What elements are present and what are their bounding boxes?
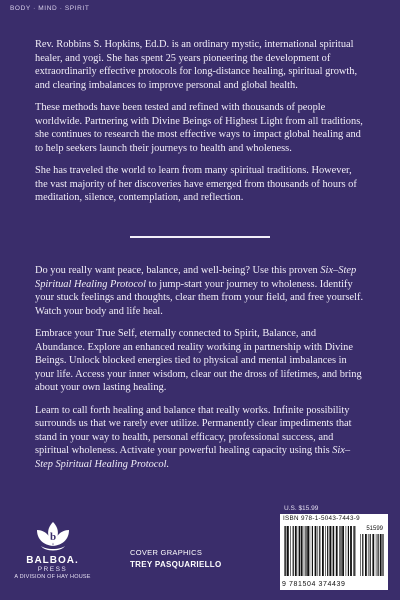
- description-paragraph: Embrace your True Self, eternally connected to Spirit, Balance, and Abundance. Explore an enhanced reality working in partnership with Divine Beings. Unlock blocked energies tied to physical and mental imbalances in your life. Access your inner wisdom, clear out the dross of lifetimes, and bring about your own lasting healing.: [35, 328, 362, 393]
- barcode-bars-icon: [284, 526, 356, 576]
- text-run: Do you really want peace, balance, and well-being? Use this proven: [35, 265, 321, 276]
- cover-credits: [130, 548, 221, 569]
- addon-code: 51599: [366, 526, 383, 532]
- publisher-name: BALBOA.: [26, 555, 79, 566]
- description-paragraph: [35, 264, 365, 318]
- description-paragraph: [35, 404, 365, 472]
- isbn-barcode: [280, 514, 388, 590]
- protocol-title: Six–Step Spiritual Healing Protocol: [35, 265, 357, 290]
- section-divider: [130, 236, 270, 238]
- price-label: U.S. $15.99: [284, 505, 319, 512]
- book-description: [35, 264, 365, 480]
- lotus-b-icon: [33, 520, 73, 554]
- publisher-division: A DIVISION OF HAY HOUSE: [14, 574, 91, 580]
- publisher-sub: PRESS: [37, 566, 68, 573]
- bio-paragraph: She has traveled the world to learn from many spiritual traditions. However, the vast majority of her discoveries have emerged from thousands of hours of meditation, silence, contemplation, and reflection.: [35, 165, 357, 203]
- bio-paragraph: Rev. Robbins S. Hopkins, Ed.D. is an ordinary mystic, international spiritual healer, and yogi. She has spent 25 years pioneering the development of extraordinarily effective protocols for long-distance healing, spiritual growth, and clearing imbalances to improve personal and global health.: [35, 39, 358, 91]
- publisher-logo: [5, 520, 100, 596]
- text-run: Learn to call forth healing and balance that really works. Infinite possibility surrounds us that we rarely ever utilize. Permanently clear impediments that stand in your way to health, personal efficacy, professional success, and spiritual wholeness. Activate your powerful healing capacity using this: [35, 404, 352, 456]
- svg-text:b: b: [49, 531, 56, 543]
- protocol-title: Six–Step Spiritual Healing Protocol.: [35, 445, 351, 470]
- credits-name: TREY PASQUARIELLO: [130, 560, 222, 569]
- isbn-number: ISBN 978-1-5043-7443-9: [283, 515, 360, 522]
- addon-bars-icon: [360, 534, 384, 576]
- category-label: BODY · MIND · SPIRIT: [10, 5, 90, 12]
- author-bio: [35, 38, 365, 214]
- bio-paragraph: These methods have been tested and refined with thousands of people worldwide. Partnering with Divine Beings of Highest Light from all traditions, she continues to research the most effective ways to impact global healing and to help seekers launch their journeys to health and wholeness.: [35, 102, 363, 154]
- text-run: to jump-start your journey to wholeness. Identify your stuck feelings and thoughts, clear them from your field, and free yourself. Watch your body and life heal.: [35, 278, 364, 317]
- credits-label: COVER GRAPHICS: [130, 548, 203, 557]
- barcode-digits: 9 781504 374439: [282, 581, 346, 588]
